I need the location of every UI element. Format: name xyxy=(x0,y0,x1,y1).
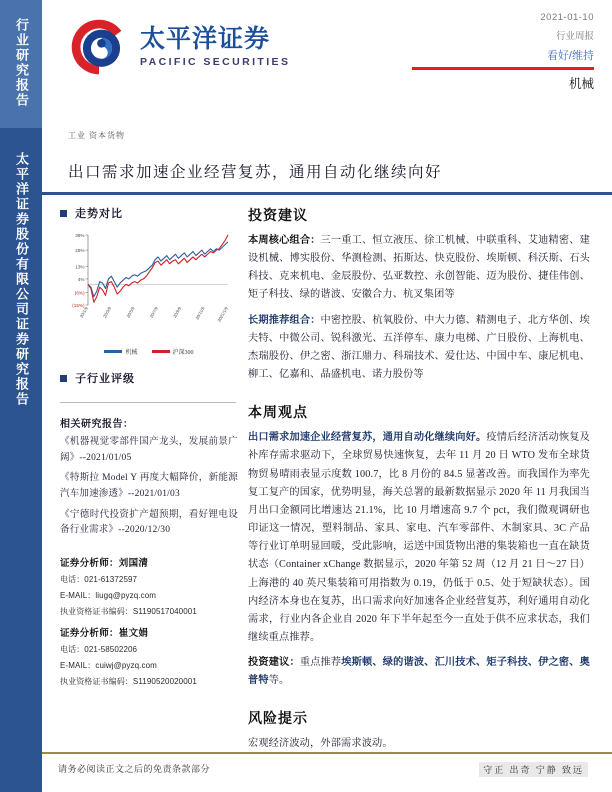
weekly-view-text: 疫情后经济活动恢复及补库存需求驱动下，全球贸易快速恢复，去年 11 月 20 日 WTO 发布全球货物贸易晴雨表显示度数 100.7，比 8 月份的 84.5 显著改善。而我国作为率先复工复产的国家，优势明显，海关总署的最新数据显示 2020 年 11 月我国当月出口金额同比增速达 21.1%，比 10 月增速高 9.7 个 pct，我们微观调研也印证这一情况，塑料制品、家具、家电、汽车零部件、木制家具、3C 产品等行业订单明显回暖，受此影响，运送中国货物出港的集装箱也一直在缺货状态（Container xChange 数据显示，2020 年第 52 周（12 月 21 日～27 日）上海港的 40 英尺集装箱可用指数为 0.19，仍低于 0.5、处于短缺状态）。国内经济本身也在复苏，出口需求向好加速各企业经营复苏，利好通用自动化需求，行业内各企业自 2020 年下半年起至今一直处于供不应求状态，我们继续重点推荐。 xyxy=(248,432,591,643)
brand-name-en: PACIFIC SECURITIES xyxy=(140,55,291,68)
long-term-portfolio-lead: 长期推荐组合： xyxy=(248,314,321,326)
suggestion-text-pre: 重点推荐 xyxy=(299,657,342,669)
sidebar-footer-band xyxy=(0,766,42,792)
weekly-view-paragraph xyxy=(248,429,590,647)
trend-comparison-chart xyxy=(62,227,232,345)
svg-text:36%: 36% xyxy=(75,233,85,238)
trend-chart-svg xyxy=(62,227,232,345)
legend-item-1 xyxy=(152,347,194,356)
left-sidebar xyxy=(0,0,42,792)
core-portfolio-lead: 本周核心组合： xyxy=(248,235,321,246)
svg-text:20/3/9: 20/3/9 xyxy=(102,306,113,319)
svg-text:(6%): (6%) xyxy=(74,290,85,296)
analyst-phone: 电话：021-58502206 xyxy=(60,645,138,655)
page-title: 出口需求加速企业经营复苏，通用自动化继续向好 xyxy=(68,164,443,181)
legend-swatch-0 xyxy=(104,350,122,353)
suggestion-text-post: 等。 xyxy=(268,675,290,687)
sidebar-label-company-research: 太平洋证券股份有限公司证券研究报告 xyxy=(14,152,29,407)
analyst-name: 证券分析师：崔文娟 xyxy=(60,629,149,640)
analyst-name: 证券分析师：刘国清 xyxy=(60,559,149,570)
subrating-section-label: 子行业评级 xyxy=(75,373,135,385)
suggestion-stocks: 埃斯顿、绿的谐波、汇川技术、矩子科技、伊之密、奥普特 xyxy=(248,657,591,687)
risk-text: 宏观经济波动，外部需求波动。 xyxy=(248,738,393,750)
header-red-rule xyxy=(412,67,594,70)
chart-legend xyxy=(60,347,238,356)
legend-swatch-1 xyxy=(152,350,170,353)
svg-text:20/9/9: 20/9/9 xyxy=(172,306,183,319)
long-term-portfolio-text: 中密控股、杭氧股份、中大力德、精测电子、北方华创、埃夫特、中微公司、锐科激光、五洋停车、康力电梯、广日股份、上海机电、杰瑞股份、伊之密、浙江鼎力、科瑞技术、爱仕达、中国中车、康尼机电、柳工、亿嘉和、晶盛机电、诺力股份等 xyxy=(248,314,590,381)
suggestion-paragraph xyxy=(248,654,590,690)
analyst-phone: 电话：021-61372597 xyxy=(60,575,138,585)
related-reports-header: 相关研究报告： xyxy=(60,419,134,430)
legend-label-1: 沪深300 xyxy=(172,350,194,356)
subrating-section-header xyxy=(60,370,238,386)
report-type: 行业周报 xyxy=(555,31,594,42)
trend-section-label: 走势对比 xyxy=(75,208,123,220)
bullet-square-icon xyxy=(60,210,67,217)
related-report-item[interactable]: 《特斯拉 Model Y 再度大幅降价，新能源汽车加速渗透》--2021/01/03 xyxy=(60,473,238,500)
investment-advice-heading: 投资建议 xyxy=(248,209,308,224)
trend-section-header xyxy=(60,205,238,221)
core-portfolio-text: 三一重工、恒立液压、徐工机械、中联重科、艾迪精密、建设机械、博实股份、华测检测、拓斯达、快克股份、埃斯顿、科沃斯、石头科技、克来机电、金辰股份、弘亚数控、永创智能、迈为股份、捷佳伟创、矩子科技、绿的谐波、安徽合力、杭叉集团等 xyxy=(248,235,590,301)
long-term-portfolio-paragraph xyxy=(248,312,590,385)
footer-divider xyxy=(42,752,612,754)
svg-text:20/11/9: 20/11/9 xyxy=(194,306,206,321)
analyst-email[interactable]: E-MAIL：liugq@pyzq.com xyxy=(60,591,157,601)
svg-text:2021/1/9: 2021/1/9 xyxy=(216,306,229,323)
analyst-license: 执业资格证书编码：S1190517040001 xyxy=(60,607,197,617)
brand-name-cn: 太平洋证券 xyxy=(140,24,271,54)
weekly-view-heading: 本周观点 xyxy=(248,406,308,422)
svg-text:25%: 25% xyxy=(75,248,85,254)
title-divider xyxy=(42,192,612,195)
pacific-securities-logo-icon xyxy=(68,16,130,78)
svg-text:(15%): (15%) xyxy=(72,303,85,308)
analyst-email[interactable]: E-MAIL：cuiwj@pyzq.com xyxy=(60,661,157,671)
svg-text:20/1/9: 20/1/9 xyxy=(78,306,89,319)
page-header xyxy=(42,0,612,112)
footer-slogan: 守正 出奇 宁静 致远 xyxy=(479,762,588,777)
sidebar-label-industry-research: 行业研究报告 xyxy=(14,18,29,108)
header-meta xyxy=(412,12,594,92)
svg-text:20/5/9: 20/5/9 xyxy=(125,306,136,319)
subrating-divider xyxy=(60,402,236,403)
left-column xyxy=(60,205,238,687)
risk-heading: 风险提示 xyxy=(248,712,308,728)
svg-text:13%: 13% xyxy=(75,264,85,270)
core-portfolio-paragraph xyxy=(248,232,590,305)
suggestion-lead: 投资建议： xyxy=(248,657,300,669)
right-column xyxy=(248,205,590,754)
breadcrumb: 工业 资本货物 xyxy=(68,131,125,140)
svg-text:4%: 4% xyxy=(77,276,85,282)
weekly-view-lead: 出口需求加速企业经营复苏，通用自动化继续向好。 xyxy=(248,432,487,444)
related-report-item[interactable]: 《宁德时代投资扩产超预期，看好锂电设备行业需求》--2020/12/30 xyxy=(60,509,238,536)
report-date: 2021-01-10 xyxy=(540,12,594,23)
legend-label-0: 机械 xyxy=(125,350,138,356)
svg-text:20/7/9: 20/7/9 xyxy=(148,306,159,319)
bullet-square-icon xyxy=(60,375,67,382)
sector-label: 机械 xyxy=(568,77,594,91)
analyst-block xyxy=(60,555,238,687)
footer-disclaimer: 请务必阅读正文之后的免责条款部分 xyxy=(58,764,211,774)
rating-badge: 看好/维持 xyxy=(546,50,594,62)
brand-logo xyxy=(68,16,290,78)
related-report-item[interactable]: 《机器视觉零部件国产龙头，发展前景广阔》--2021/01/05 xyxy=(60,437,238,463)
legend-item-0 xyxy=(104,347,137,356)
analyst-license: 执业资格证书编码：S1190520020001 xyxy=(60,677,197,687)
